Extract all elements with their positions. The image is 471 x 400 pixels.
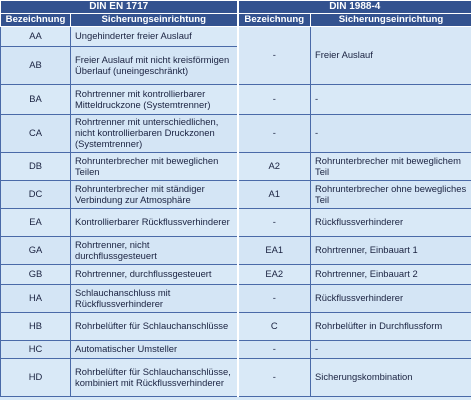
row-din-device: Freier Auslauf — [311, 27, 471, 85]
row-din-code: - — [238, 85, 311, 115]
row-din-device: Rohrtrenner, Einbauart 1 — [311, 237, 471, 265]
group-header-din-en-1717: DIN EN 1717 — [1, 1, 238, 14]
row-device: Rohrtrenner, durchflussgesteuert — [71, 265, 238, 285]
row-din-code: - — [238, 115, 311, 153]
table-row — [1, 237, 471, 265]
row-code: HA — [1, 285, 71, 313]
row-din-device: - — [311, 115, 471, 153]
row-device: Rohrbelüfter für Schlauchanschlüsse — [71, 313, 238, 341]
row-din-device: Rohrunterbrecher ohne bewegliches Teil — [311, 181, 471, 209]
row-din-device: Rohrtrenner, Einbauart 2 — [311, 265, 471, 285]
table-row — [1, 285, 471, 313]
row-device: Rohrtrenner mit unterschiedlichen, nicht kontrollierbaren Druckzonen (Systemtrenner) — [71, 115, 238, 153]
row-din-device: Rückflussverhinderer — [311, 285, 471, 313]
row-din-code: EA1 — [238, 237, 311, 265]
row-din-device: Rohrunterbrecher mit beweglichem Teil — [311, 153, 471, 181]
column-header-device-en: Sicherungseinrichtung — [71, 14, 238, 27]
row-din-code: - — [238, 27, 311, 85]
row-device: Freier Auslauf mit nicht kreisförmigen Überlauf (uneingeschränkt) — [71, 47, 238, 85]
row-code: HD — [1, 359, 71, 397]
table-row — [1, 27, 471, 47]
row-device: Rohrbelüfter für Schlauchanschlüsse, kombiniert mit Rückflussverhinderer — [71, 359, 238, 397]
row-din-code: - — [238, 285, 311, 313]
row-device: Schlauchanschluss mit Rückflussverhinderer — [71, 285, 238, 313]
table-row — [1, 359, 471, 397]
table-row — [1, 153, 471, 181]
table-row — [1, 85, 471, 115]
row-din-code: - — [238, 359, 311, 397]
row-code: HC — [1, 341, 71, 359]
row-device: Rohrunterbrecher mit ständiger Verbindung zur Atmosphäre — [71, 181, 238, 209]
row-code: BA — [1, 85, 71, 115]
row-code: EA — [1, 209, 71, 237]
row-din-device: - — [311, 341, 471, 359]
row-device: Rohrtrenner mit kontrollierbarer Mitteldruckzone (Systemtrenner) — [71, 85, 238, 115]
row-din-device: Rückflussverhinderer — [311, 209, 471, 237]
table-row — [1, 341, 471, 359]
row-device: Automatischer Umsteller — [71, 341, 238, 359]
table-row — [1, 313, 471, 341]
row-device: Rohrtrenner, nicht durchflussgesteuert — [71, 237, 238, 265]
row-din-code: A2 — [238, 153, 311, 181]
table-row — [1, 265, 471, 285]
row-din-code: C — [238, 313, 311, 341]
row-code: GB — [1, 265, 71, 285]
row-device: Kontrollierbarer Rückflussverhinderer — [71, 209, 238, 237]
row-code: GA — [1, 237, 71, 265]
row-code: AA — [1, 27, 71, 47]
row-code: HB — [1, 313, 71, 341]
row-code: DB — [1, 153, 71, 181]
table-row — [1, 115, 471, 153]
row-code: AB — [1, 47, 71, 85]
row-din-device: - — [311, 85, 471, 115]
row-din-code: - — [238, 341, 311, 359]
row-din-code: - — [238, 209, 311, 237]
table-row — [1, 181, 471, 209]
column-header-code-en: Bezeichnung — [1, 14, 71, 27]
column-header-code-din: Bezeichnung — [238, 14, 311, 27]
row-code: DC — [1, 181, 71, 209]
column-header-device-din: Sicherungseinrichtung — [311, 14, 471, 27]
group-header-din-1988-4: DIN 1988-4 — [238, 1, 471, 14]
row-device: Rohrunterbrecher mit beweglichen Teilen — [71, 153, 238, 181]
row-din-device: Sicherungskombination — [311, 359, 471, 397]
column-header-row — [1, 14, 471, 27]
table-row — [1, 209, 471, 237]
row-din-device: Rohrbelüfter in Durchflussform — [311, 313, 471, 341]
row-device: Ungehinderter freier Auslauf — [71, 27, 238, 47]
group-header-row — [1, 1, 471, 14]
row-code: CA — [1, 115, 71, 153]
row-din-code: EA2 — [238, 265, 311, 285]
row-din-code: A1 — [238, 181, 311, 209]
